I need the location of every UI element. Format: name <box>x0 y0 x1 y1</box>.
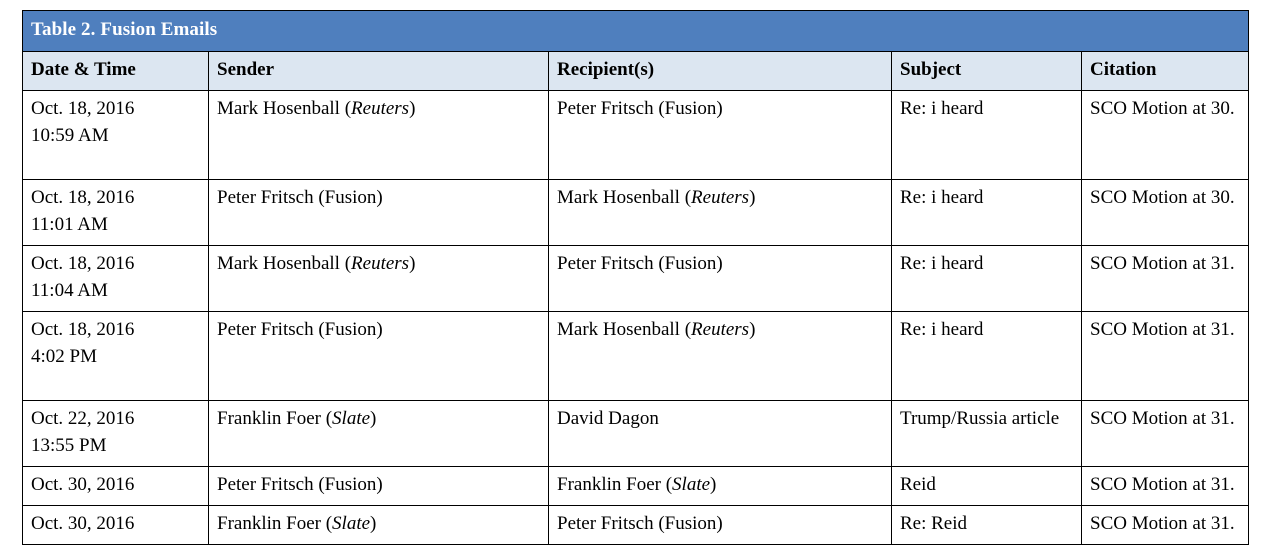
fusion-emails-table <box>22 10 1249 545</box>
cell-time: 4:02 PM <box>31 345 97 367</box>
cell-subject: Trump/Russia article <box>892 400 1082 466</box>
table-row <box>23 179 1249 245</box>
cell-recipient: David Dagon <box>549 400 892 466</box>
cell-sender: Peter Fritsch (Fusion) <box>209 311 549 400</box>
cell-sender: Mark Hosenball (Reuters) <box>209 90 549 179</box>
cell-date: Oct. 18, 2016 <box>31 318 135 340</box>
cell-citation: SCO Motion at 31. <box>1082 400 1249 466</box>
table-row <box>23 90 1249 179</box>
column-header-recipients: Recipient(s) <box>549 51 892 90</box>
cell-date: Oct. 30, 2016 <box>31 512 135 534</box>
cell-recipient: Mark Hosenball (Reuters) <box>549 179 892 245</box>
cell-date-time <box>23 505 209 544</box>
cell-citation: SCO Motion at 30. <box>1082 179 1249 245</box>
cell-recipient: Mark Hosenball (Reuters) <box>549 311 892 400</box>
table-row <box>23 466 1249 505</box>
row-spacer <box>31 150 200 173</box>
cell-date-time <box>23 245 209 311</box>
cell-time: 13:55 PM <box>31 434 107 456</box>
cell-subject: Re: i heard <box>892 311 1082 400</box>
cell-recipient: Franklin Foer (Slate) <box>549 466 892 505</box>
cell-date: Oct. 22, 2016 <box>31 407 135 429</box>
table-row <box>23 505 1249 544</box>
cell-date: Oct. 18, 2016 <box>31 252 135 274</box>
cell-citation: SCO Motion at 30. <box>1082 90 1249 179</box>
cell-sender: Peter Fritsch (Fusion) <box>209 179 549 245</box>
cell-subject: Reid <box>892 466 1082 505</box>
row-spacer <box>31 371 200 394</box>
cell-date-time <box>23 466 209 505</box>
table-header-row <box>23 51 1249 90</box>
cell-time: 11:04 AM <box>31 279 108 301</box>
cell-subject: Re: Reid <box>892 505 1082 544</box>
cell-citation: SCO Motion at 31. <box>1082 466 1249 505</box>
cell-subject: Re: i heard <box>892 245 1082 311</box>
cell-date-time <box>23 179 209 245</box>
cell-subject: Re: i heard <box>892 179 1082 245</box>
table-body <box>23 11 1249 545</box>
cell-recipient: Peter Fritsch (Fusion) <box>549 245 892 311</box>
cell-time: 10:59 AM <box>31 124 109 146</box>
cell-time: 11:01 AM <box>31 213 108 235</box>
cell-sender: Peter Fritsch (Fusion) <box>209 466 549 505</box>
cell-citation: SCO Motion at 31. <box>1082 505 1249 544</box>
cell-date-time <box>23 90 209 179</box>
column-header-sender: Sender <box>209 51 549 90</box>
cell-date: Oct. 30, 2016 <box>31 473 135 495</box>
cell-date-time <box>23 400 209 466</box>
table-title-row <box>23 11 1249 52</box>
column-header-subject: Subject <box>892 51 1082 90</box>
cell-recipient: Peter Fritsch (Fusion) <box>549 90 892 179</box>
cell-citation: SCO Motion at 31. <box>1082 245 1249 311</box>
cell-recipient: Peter Fritsch (Fusion) <box>549 505 892 544</box>
table-title: Table 2. Fusion Emails <box>23 11 1249 52</box>
cell-sender: Franklin Foer (Slate) <box>209 505 549 544</box>
table-row <box>23 400 1249 466</box>
cell-date: Oct. 18, 2016 <box>31 97 135 119</box>
table-row <box>23 245 1249 311</box>
column-header-date-time: Date & Time <box>23 51 209 90</box>
cell-date: Oct. 18, 2016 <box>31 186 135 208</box>
cell-subject: Re: i heard <box>892 90 1082 179</box>
cell-sender: Franklin Foer (Slate) <box>209 400 549 466</box>
cell-sender: Mark Hosenball (Reuters) <box>209 245 549 311</box>
column-header-citation: Citation <box>1082 51 1249 90</box>
table-row <box>23 311 1249 400</box>
cell-citation: SCO Motion at 31. <box>1082 311 1249 400</box>
cell-date-time <box>23 311 209 400</box>
